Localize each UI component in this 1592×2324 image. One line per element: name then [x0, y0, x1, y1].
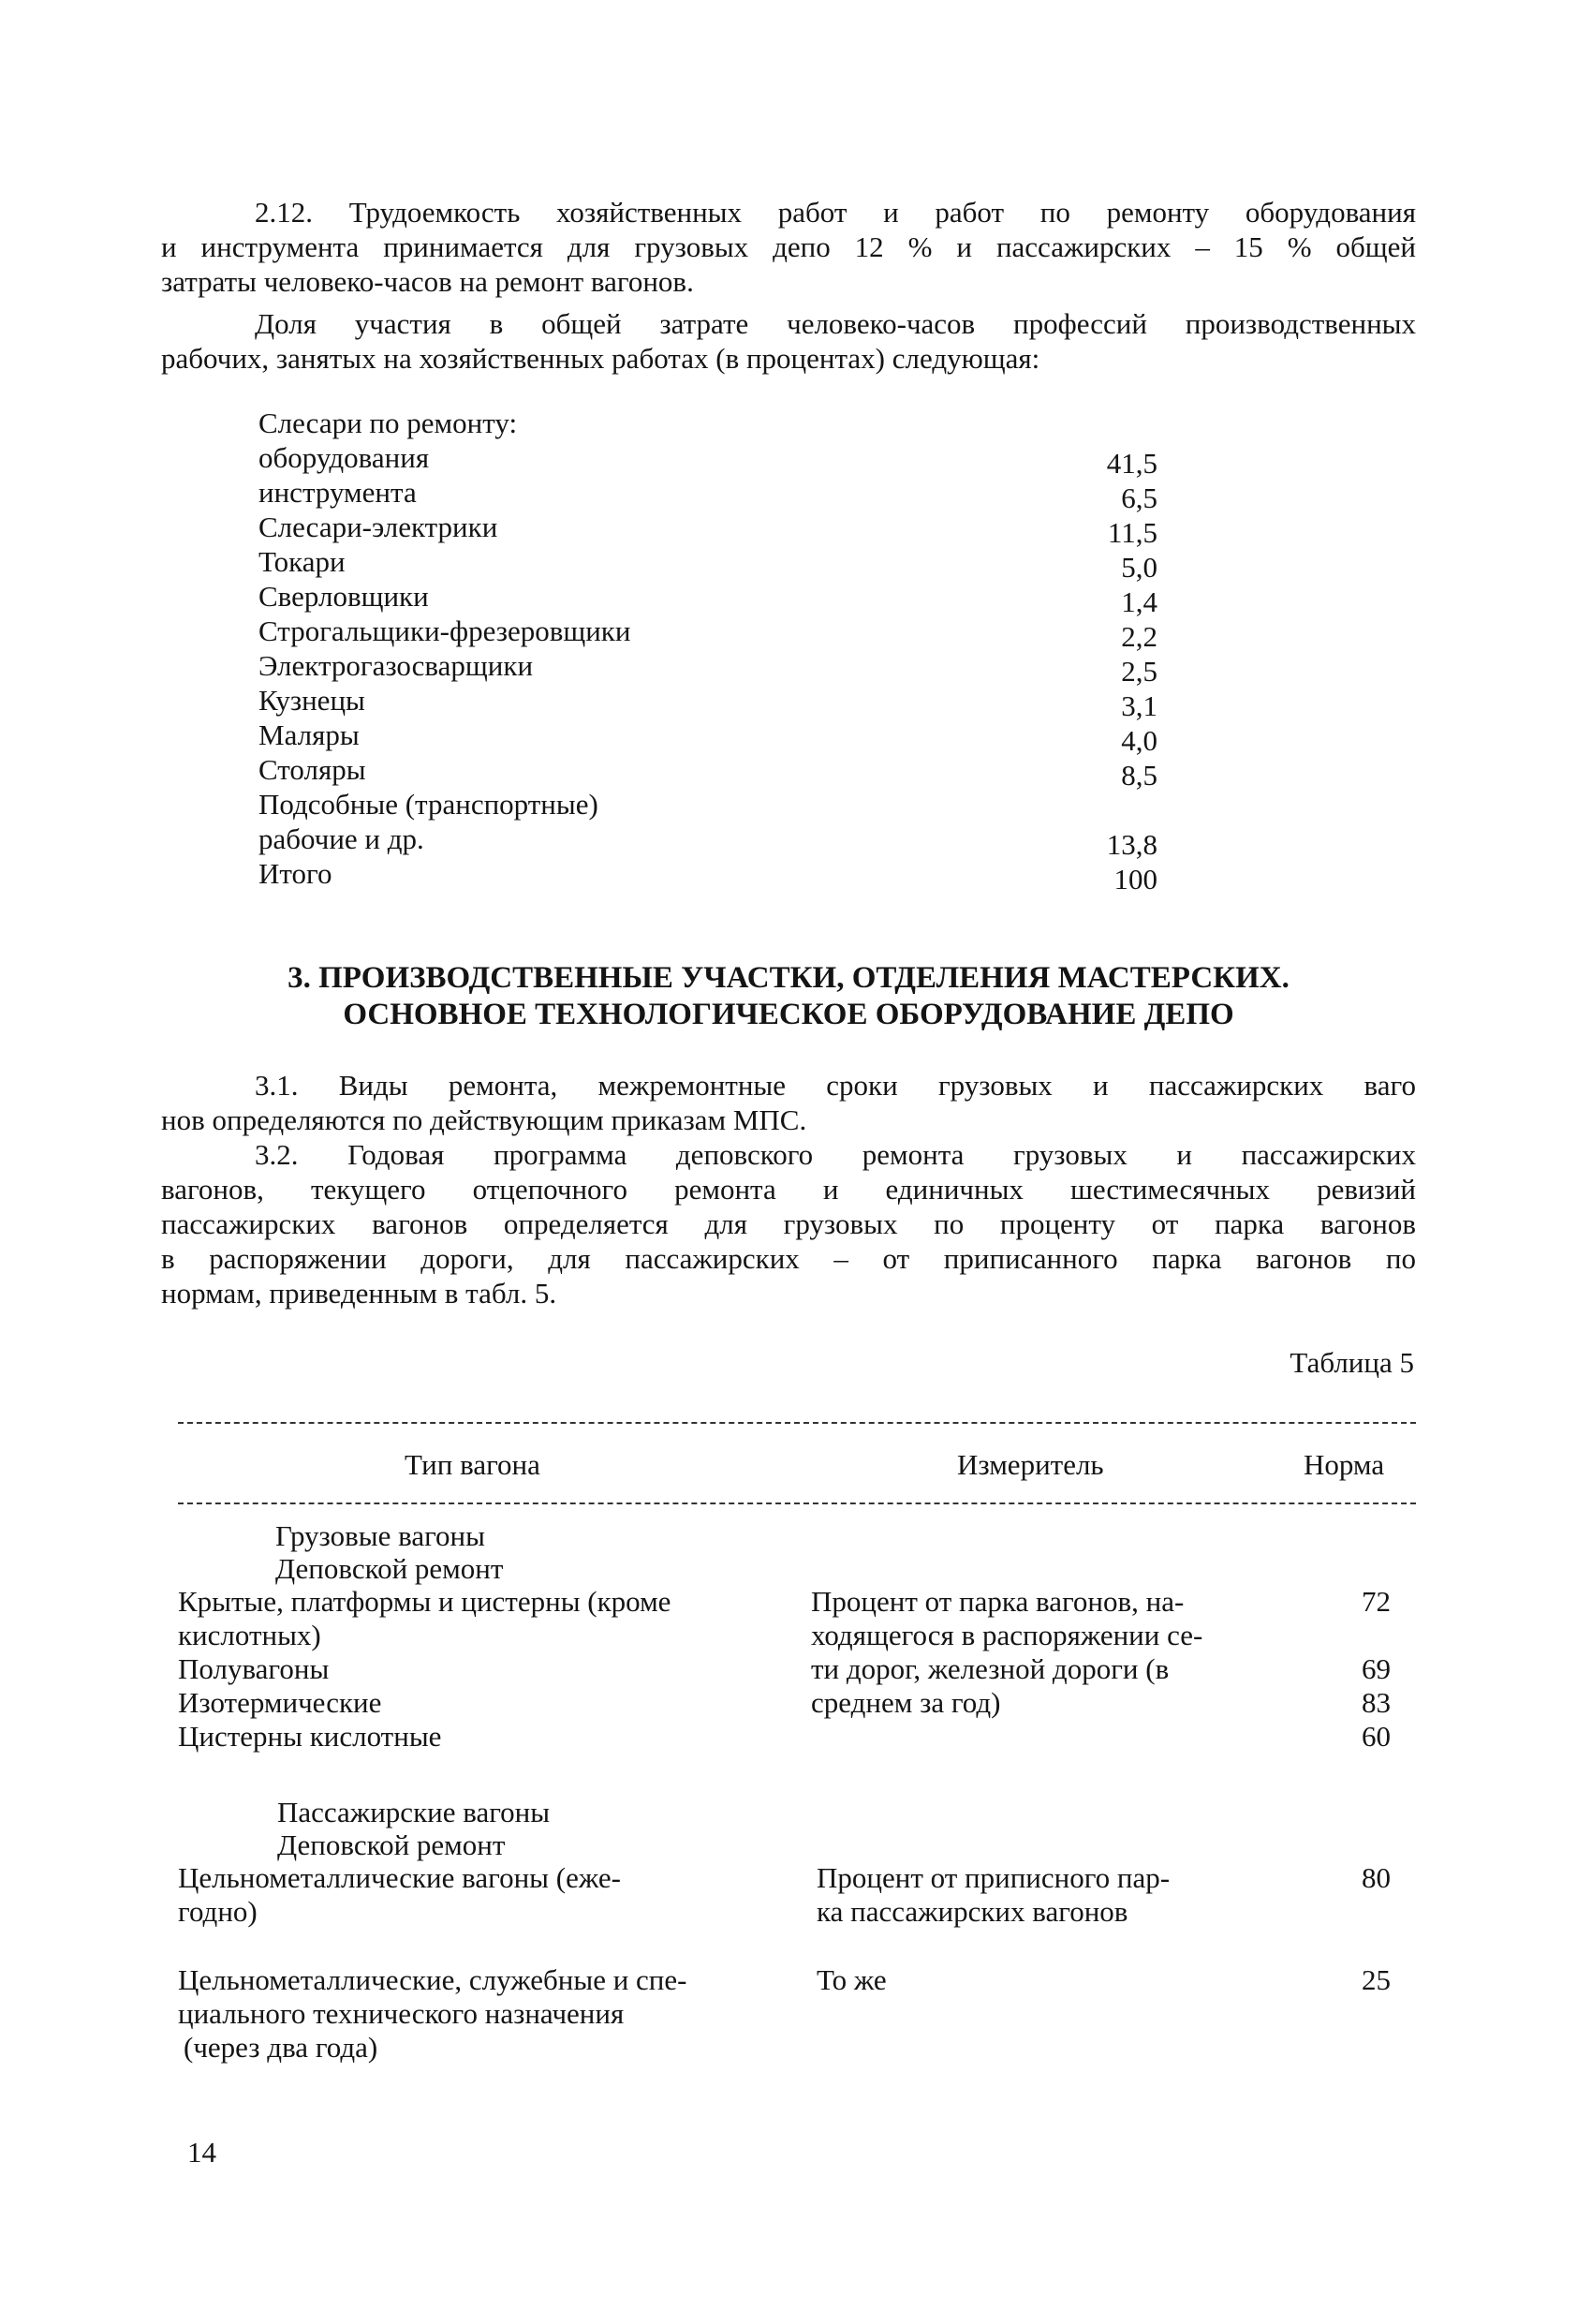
text-line: затраты человеко-часов на ремонт вагонов.: [161, 265, 694, 298]
list-item: [258, 544, 1289, 584]
text-line: 2.12. Трудоемкость хозяйственных работ и работ по ремонту оборудования: [255, 196, 1416, 229]
list-label: Маляры: [258, 718, 360, 751]
professions-list: [258, 406, 1289, 896]
cell-line: 83: [1362, 1686, 1391, 1719]
list-label: Подсобные (транспортные): [258, 788, 598, 821]
list-label: оборудования: [258, 441, 430, 474]
cell-line: Цельнометаллические, служебные и спе-: [178, 1963, 687, 1996]
table-row-norm: 25: [1362, 1963, 1391, 1996]
list-item: [258, 822, 1289, 861]
group-passenger: Пассажирские вагоны: [277, 1796, 551, 1828]
table-caption: Таблица 5: [1290, 1346, 1414, 1379]
text-line: 3.2. Годовая программа деповского ремонта грузовых и пассажирских: [255, 1138, 1416, 1171]
text-line: нов определяются по действующим приказам МПС.: [161, 1103, 807, 1136]
table-row-measure: [817, 1861, 1170, 1929]
list-label: рабочие и др.: [258, 822, 424, 855]
list-value: 5,0: [1121, 551, 1157, 584]
list-value: 3,1: [1121, 689, 1157, 722]
cell-line: 72: [1362, 1585, 1391, 1618]
list-item: [258, 475, 1289, 514]
list-value: 100: [1113, 863, 1157, 896]
page-number: 14: [187, 2136, 216, 2169]
list-item: [258, 579, 1289, 618]
paragraph-3-1: [161, 1068, 1416, 1137]
list-label: Итого: [258, 857, 332, 890]
list-item: [258, 440, 1289, 480]
list-item: [258, 683, 1289, 722]
heading-line: ОСНОВНОЕ ТЕХНОЛОГИЧЕСКОЕ ОБОРУДОВАНИЕ ДЕПО: [343, 998, 1234, 1031]
list-value: 13,8: [1106, 828, 1157, 861]
list-item: [258, 718, 1289, 757]
list-item: [258, 752, 1289, 792]
text-line: рабочих, занятых на хозяйственных работах (в процентах) следующая:: [161, 342, 1040, 375]
list-value: 6,5: [1121, 481, 1157, 514]
list-label: Электрогазосварщики: [258, 649, 534, 682]
list-label: Слесари-электрики: [258, 511, 498, 543]
text-line: и инструмента принимается для грузовых депо 12 % и пассажирских – 15 % общей: [161, 230, 1416, 263]
paragraph-share: [161, 306, 1416, 376]
list-value: 1,4: [1121, 585, 1157, 618]
cell-spacer: [1334, 1619, 1391, 1652]
list-value: 11,5: [1107, 516, 1157, 549]
paragraph-3-2: [161, 1137, 1416, 1310]
table-row-norm: [1334, 1585, 1391, 1754]
table-row-measure: То же: [817, 1963, 887, 1996]
list-value: 4,0: [1121, 724, 1157, 757]
text-line: в распоряжении дороги, для пассажирских – от приписанного парка вагонов по: [161, 1242, 1416, 1275]
list-item: [258, 648, 1289, 688]
table-row-norm: 80: [1362, 1861, 1391, 1894]
cell-line: Изотермические: [178, 1686, 382, 1719]
table-row-measure: [811, 1585, 1202, 1720]
cell-line: циального технического назначения: [178, 1997, 625, 2030]
paragraph-2-12: [161, 195, 1416, 299]
header-measure: Измеритель: [957, 1448, 1104, 1481]
list-item: [258, 787, 1289, 822]
list-value: 2,5: [1121, 655, 1157, 688]
cell-line: Цистерны кислотные: [178, 1720, 442, 1753]
cell-line: Процент от приписного пар-: [817, 1861, 1171, 1894]
list-value: 8,5: [1121, 759, 1157, 792]
list-label: Сверловщики: [258, 580, 429, 613]
list-value: 2,2: [1121, 620, 1157, 653]
list-label: Токари: [258, 545, 346, 578]
table-header-rule: [178, 1502, 1416, 1504]
text-line: Доля участия в общей затрате человеко-часов профессий производственных: [255, 307, 1416, 340]
cell-line: среднем за год): [811, 1686, 1001, 1719]
cell-line: ка пассажирских вагонов: [817, 1895, 1128, 1928]
subgroup-depot-repair: Деповской ремонт: [277, 1828, 506, 1861]
table-row-type: [178, 1861, 621, 1929]
list-item: [258, 614, 1289, 653]
text-line: пассажирских вагонов определяется для грузовых по проценту от парка вагонов: [161, 1207, 1416, 1240]
cell-line: Полувагоны: [178, 1652, 330, 1685]
table-row-type: [178, 1585, 671, 1754]
cell-line: годно): [178, 1895, 258, 1928]
list-label: Кузнецы: [258, 684, 365, 717]
list-item: [258, 856, 1289, 896]
heading-line: 3. ПРОИЗВОДСТВЕННЫЕ УЧАСТКИ, ОТДЕЛЕНИЯ МАСТЕРСКИХ.: [287, 961, 1290, 995]
list-label: Столяры: [258, 753, 366, 786]
table-row-type: [178, 1963, 686, 2065]
cell-line: кислотных): [178, 1619, 321, 1651]
cell-line: Процент от парка вагонов, на-: [811, 1585, 1185, 1618]
cell-line: ходящегося в распоряжении се-: [811, 1619, 1203, 1651]
list-value: 41,5: [1106, 447, 1157, 480]
list-item: [258, 510, 1289, 549]
cell-line: Цельнометаллические вагоны (еже-: [178, 1861, 621, 1894]
cell-line: Крытые, платформы и цистерны (кроме: [178, 1585, 671, 1618]
cell-line: 69: [1362, 1652, 1391, 1685]
header-norm: Норма: [1304, 1448, 1385, 1481]
list-label: инструмента: [258, 476, 417, 509]
subgroup-depot-repair: Деповской ремонт: [275, 1552, 504, 1585]
text-line: нормам, приведенным в табл. 5.: [161, 1277, 557, 1310]
group-freight: Грузовые вагоны: [275, 1519, 485, 1552]
text-line: 3.1. Виды ремонта, межремонтные сроки грузовых и пассажирских ваго: [255, 1069, 1416, 1102]
list-label: Слесари по ремонту:: [258, 407, 518, 439]
cell-line: (через два года): [184, 2031, 378, 2064]
section-3-heading: [161, 960, 1416, 1033]
table-top-rule: [178, 1422, 1416, 1424]
list-item: [258, 406, 1289, 440]
text-line: вагонов, текущего отцепочного ремонта и единичных шестимесячных ревизий: [161, 1173, 1416, 1206]
cell-line: 60: [1362, 1720, 1391, 1753]
cell-line: ти дорог, железной дороги (в: [811, 1652, 1170, 1685]
header-type: Тип вагона: [405, 1448, 540, 1481]
list-label: Строгальщики-фрезеровщики: [258, 614, 631, 647]
